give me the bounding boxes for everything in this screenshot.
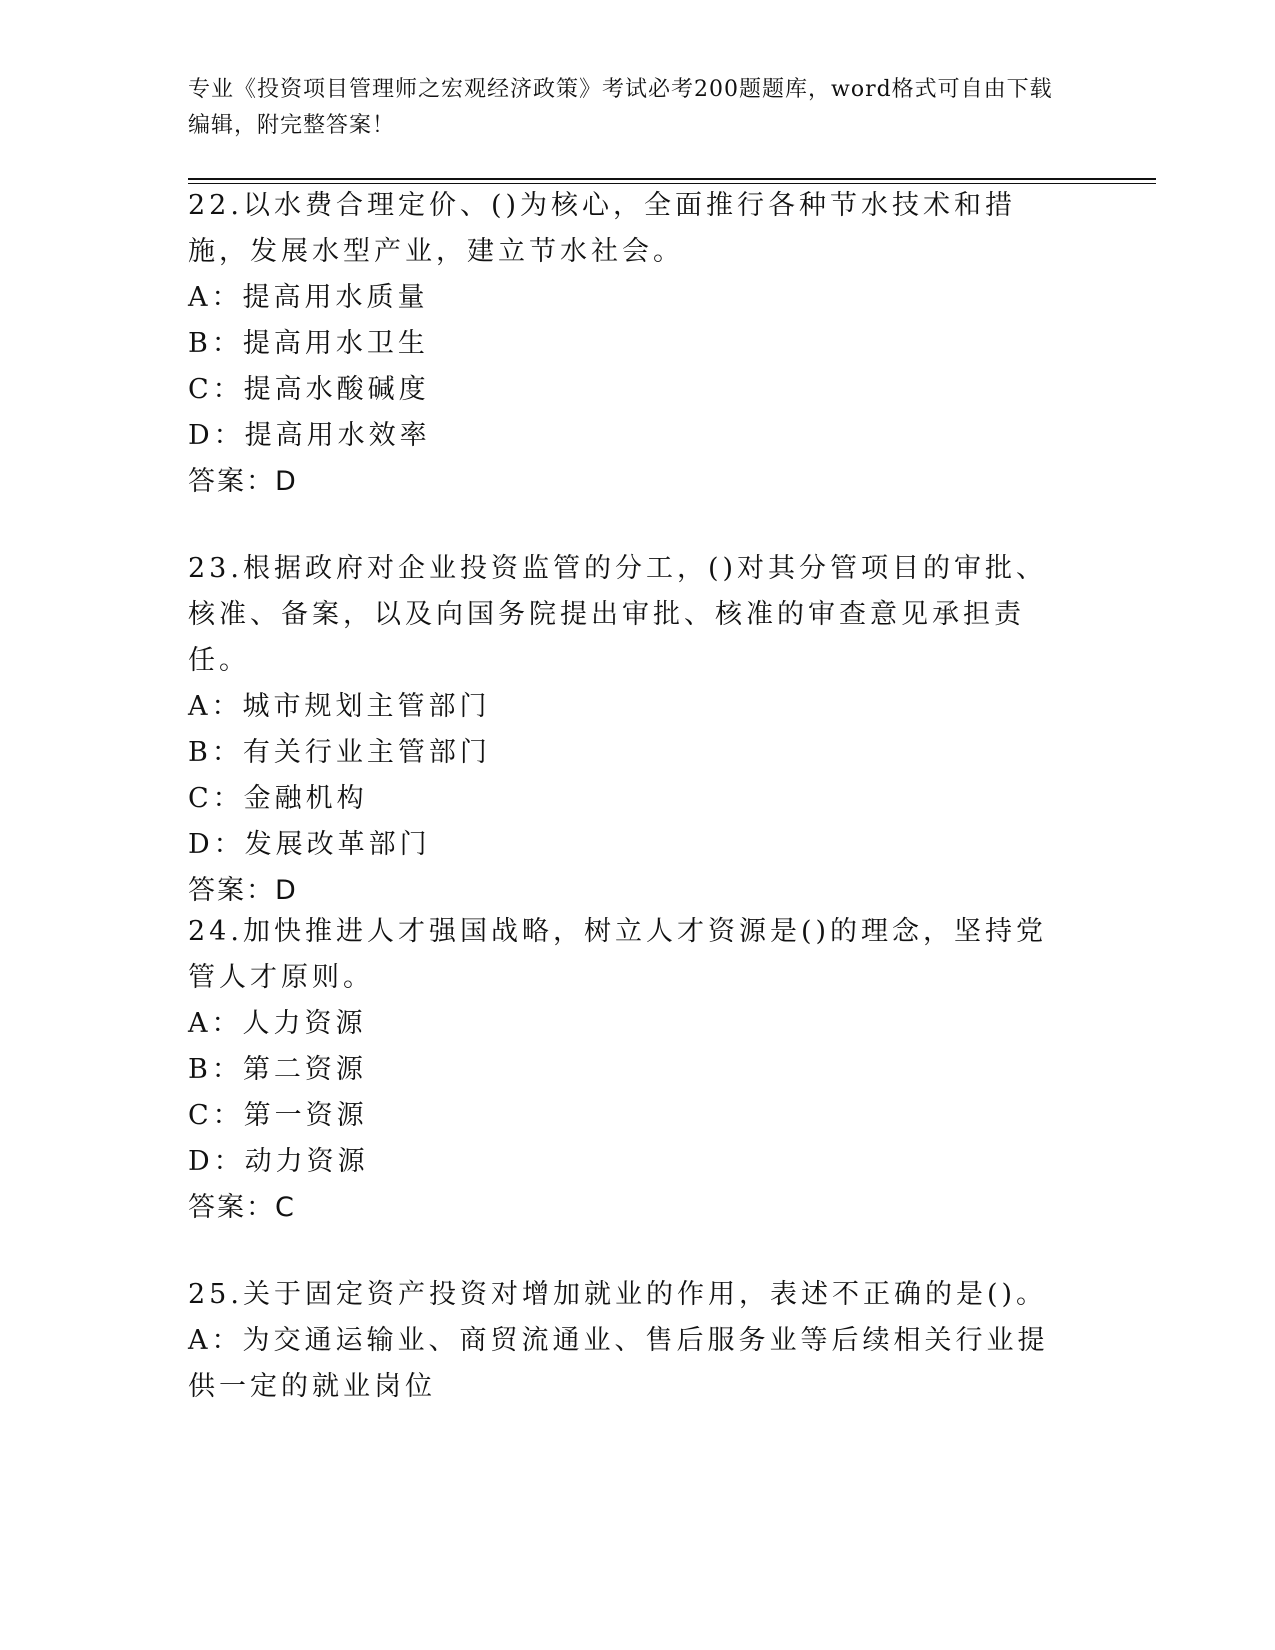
option-c: C：金融机构 xyxy=(188,783,368,814)
question-stem: 24.加快推进人才强国战略，树立人才资源是()的理念，坚持党管人才原则。 xyxy=(188,916,1048,993)
option-b: B：提高用水卫生 xyxy=(188,328,429,359)
question-22 xyxy=(188,183,1068,505)
option-c: C：提高水酸碱度 xyxy=(188,374,430,405)
answer: 答案：C xyxy=(188,1192,296,1223)
option-a: A：人力资源 xyxy=(188,1008,367,1039)
option-a: A：为交通运输业、商贸流通业、售后服务业等后续相关行业提供一定的就业岗位 xyxy=(188,1325,1049,1402)
answer: 答案：D xyxy=(188,875,298,906)
document-header: 专业《投资项目管理师之宏观经济政策》考试必考200题题库，word格式可自由下载编辑，附完整答案！ xyxy=(188,77,1053,138)
answer: 答案：D xyxy=(188,466,298,497)
option-c: C：第一资源 xyxy=(188,1100,368,1131)
option-b: B：有关行业主管部门 xyxy=(188,737,491,768)
option-a: A：城市规划主管部门 xyxy=(188,691,491,722)
question-24 xyxy=(188,909,1068,1231)
option-a: A：提高用水质量 xyxy=(188,282,429,313)
question-stem: 25.关于固定资产投资对增加就业的作用，表述不正确的是()。 xyxy=(188,1279,1048,1310)
question-stem: 22.以水费合理定价、()为核心，全面推行各种节水技术和措施，发展水型产业，建立节水社会。 xyxy=(188,190,1017,267)
option-d: D：动力资源 xyxy=(188,1146,369,1177)
question-25 xyxy=(188,1272,1068,1410)
option-d: D：提高用水效率 xyxy=(188,420,431,451)
option-b: B：第二资源 xyxy=(188,1054,367,1085)
header-divider-thick xyxy=(188,178,1156,180)
option-d: D：发展改革部门 xyxy=(188,829,431,860)
question-stem: 23.根据政府对企业投资监管的分工，()对其分管项目的审批、核准、备案，以及向国务院提出审批、核准的审查意见承担责任。 xyxy=(188,553,1048,676)
question-23 xyxy=(188,546,1068,914)
